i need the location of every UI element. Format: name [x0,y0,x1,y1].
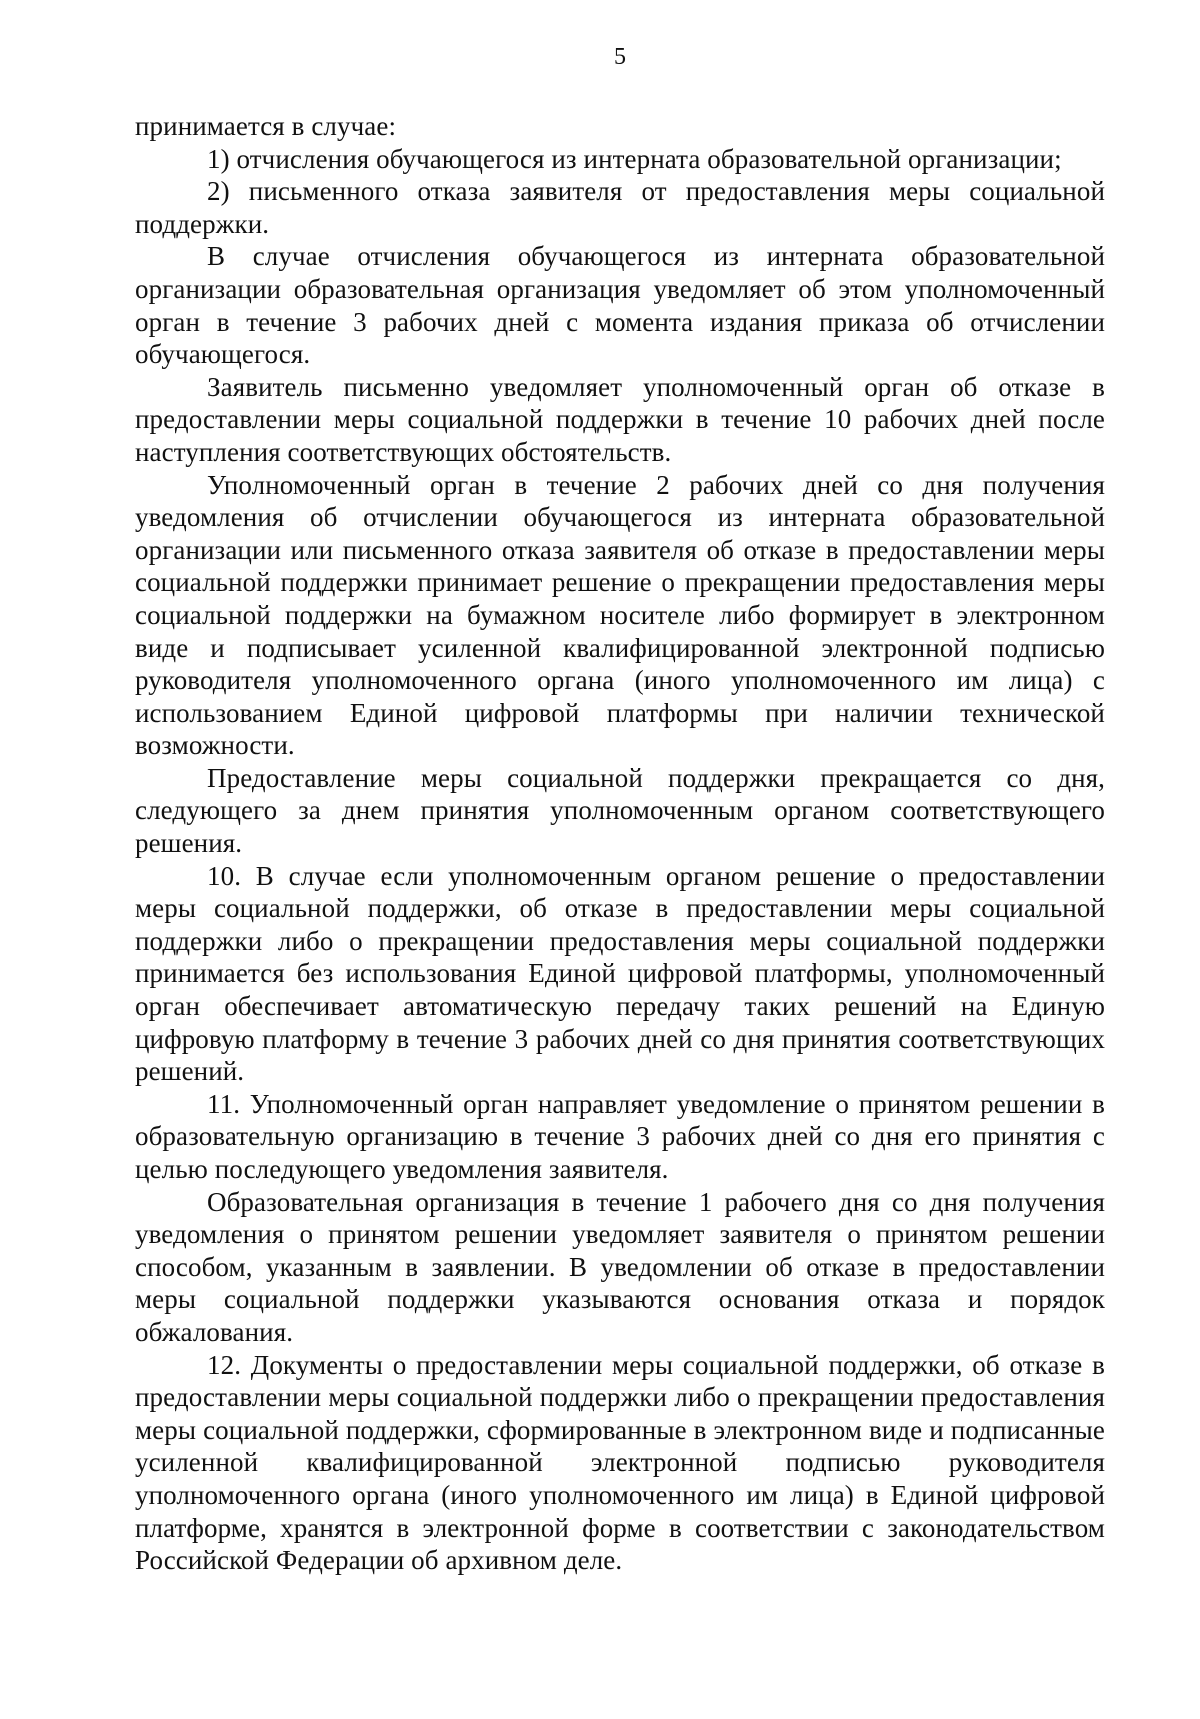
paragraph: Уполномоченный орган в течение 2 рабочих дней со дня получения уведомления об отчислении обучающегося из интерната образовательной организации или письменного отказа заявителя об отказе в предоставлении меры социальной поддержки принимает решение о прекращении предоставления меры социальной поддержки на бумажном носителе либо формирует в электронном виде и подписывает усиленной квалифицированной электронной подписью руководителя уполномоченного органа (иного уполномоченного им лица) с использованием Единой цифровой платформы при наличии технической возможности. [135,469,1105,761]
paragraph-clause-11: 11. Уполномоченный орган направляет уведомление о принятом решении в образовательную организацию в течение 3 рабочих дней со дня его принятия с целью последующего уведомления заявителя. [135,1088,1105,1184]
paragraph: Предоставление меры социальной поддержки прекращается со дня, следующего за днем принятия уполномоченным органом соответствующего решения. [135,762,1105,859]
paragraph-clause-10: 10. В случае если уполномоченным органом решение о предоставлении меры социальной поддержки, об отказе в предоставлении меры социальной поддержки либо о прекращении предоставления меры социальной поддержки принимается без использования Единой цифровой платформы, уполномоченный орган обеспечивает автоматическую передачу таких решений на Единую цифровую платформу в течение 3 рабочих дней со дня принятия соответствующих решений. [135,860,1105,1087]
list-item-2: 2) письменного отказа заявителя от предоставления меры социальной поддержки. [135,176,1105,239]
paragraph: В случае отчисления обучающегося из интерната образовательной организации образовательная организация уведомляет об этом уполномоченный орган в течение 3 рабочих дней с момента издания приказа об отчислении обучающегося. [135,241,1105,370]
list-item-1: 1) отчисления обучающегося из интерната образовательной организации; [207,143,1062,174]
page-number: 5 [614,44,626,70]
paragraph: Заявитель письменно уведомляет уполномоченный орган об отказе в предоставлении меры социальной поддержки в течение 10 рабочих дней после наступления соответствующих обстоятельств. [135,371,1105,467]
paragraph: Образовательная организация в течение 1 рабочего дня со дня получения уведомления о принятом решении уведомляет заявителя о принятом решении способом, указанным в заявлении. В уведомлении об отказе в предоставлении меры социальной поддержки указываются основания отказа и порядок обжалования. [135,1186,1105,1347]
document-body [135,110,1105,1577]
paragraph-clause-12: 12. Документы о предоставлении меры социальной поддержки, об отказе в предоставлении меры социальной поддержки либо о прекращении предоставления меры социальной поддержки, сформированные в электронном виде и подписанные усиленной квалифицированной электронной подписью руководителя уполномоченного органа (иного уполномоченного им лица) в Единой цифровой платформе, хранятся в электронной форме в соответствии с законодательством Российской Федерации об архивном деле. [135,1349,1105,1576]
paragraph-intro: принимается в случае: [135,111,397,141]
